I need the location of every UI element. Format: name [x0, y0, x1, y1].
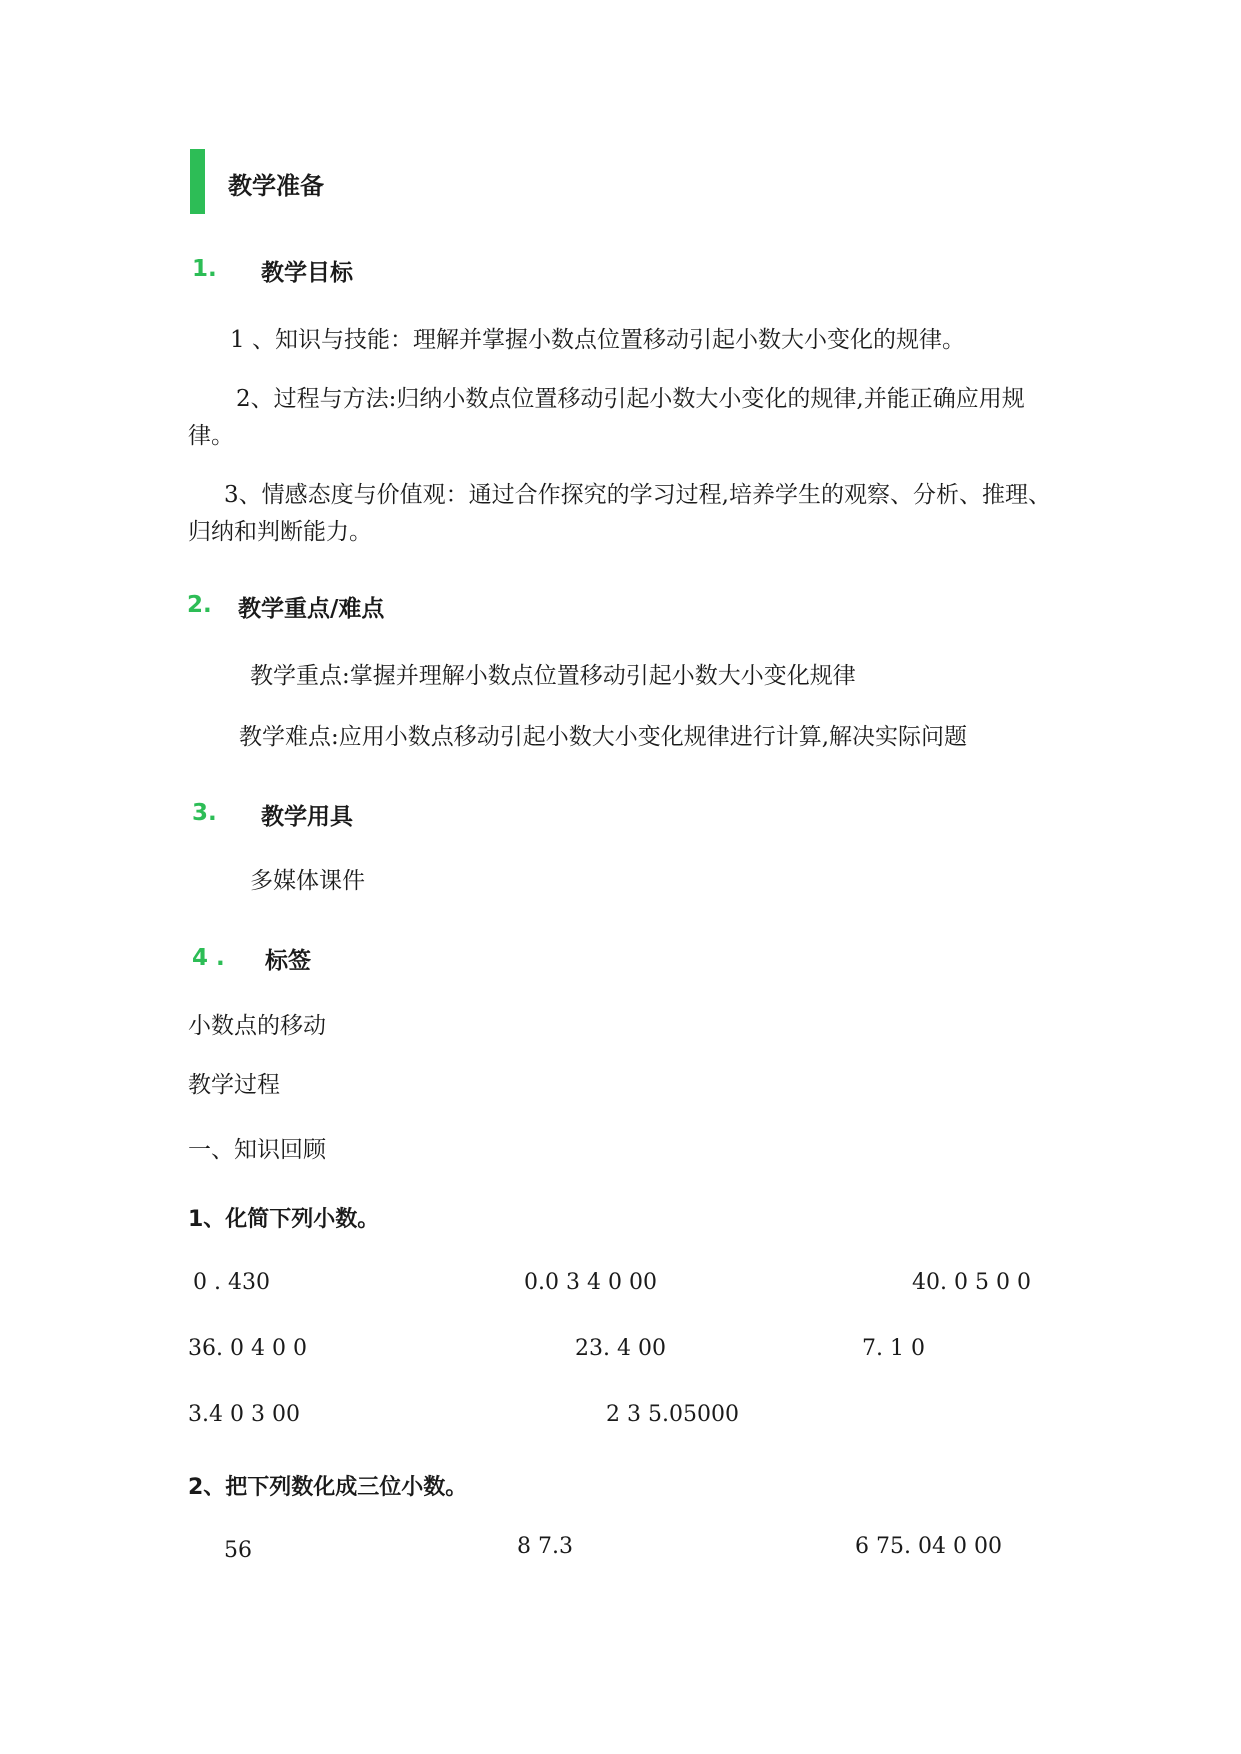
tools-text: 多媒体课件 [250, 868, 365, 894]
process-title: 教学过程 [188, 1072, 280, 1098]
goal-attitude: 3、情感态度与价值观：通过合作探究的学习过程,培养学生的观察、分析、推理、归纳和判断能力。 [188, 482, 1051, 545]
exercise-value: 0 . 430 [193, 1270, 270, 1295]
exercise-value: 8 7.3 [517, 1534, 573, 1559]
exercise-value: 2 3 5.05000 [606, 1402, 739, 1427]
section-title: 教学准备 [228, 172, 324, 200]
exercise-value: 3.4 0 3 00 [188, 1402, 300, 1427]
tag-text: 小数点的移动 [188, 1013, 326, 1039]
exercise-value: 6 75. 04 0 00 [855, 1534, 1002, 1559]
exercise-value: 0.0 3 4 0 00 [524, 1270, 657, 1295]
review-title: 一、知识回顾 [188, 1137, 326, 1163]
exercise-value: 7. 1 0 [862, 1336, 925, 1361]
exercise-value: 36. 0 4 0 0 [188, 1336, 307, 1361]
section-number-4: 4 . [192, 945, 225, 971]
section-heading-tools: 教学用具 [261, 804, 353, 830]
exercise1-title: 1、化简下列小数。 [188, 1207, 380, 1232]
section-number-2: 2. [187, 592, 212, 618]
exercise-value: 40. 0 5 0 0 [912, 1270, 1031, 1295]
goal-process: 2、过程与方法:归纳小数点位置移动引起小数大小变化的规律,并能正确应用规律。 [188, 386, 1025, 449]
key-points: 教学重点:掌握并理解小数点位置移动引起小数大小变化规律 [250, 663, 856, 689]
section-accent-bar [190, 149, 205, 214]
exercise2-title: 2、把下列数化成三位小数。 [188, 1475, 468, 1500]
goal-knowledge: 1 、知识与技能：理解并掌握小数点位置移动引起小数大小变化的规律。 [230, 327, 965, 353]
section-heading-tags: 标签 [265, 948, 311, 974]
section-heading-key-difficult: 教学重点/难点 [238, 596, 385, 622]
section-number-1: 1. [192, 256, 217, 282]
exercise-value: 56 [224, 1538, 252, 1563]
section-heading-goals: 教学目标 [261, 260, 353, 286]
section-number-3: 3. [192, 800, 217, 826]
exercise-value: 23. 4 00 [575, 1336, 666, 1361]
difficult-points: 教学难点:应用小数点移动引起小数大小变化规律进行计算,解决实际问题 [239, 724, 968, 750]
